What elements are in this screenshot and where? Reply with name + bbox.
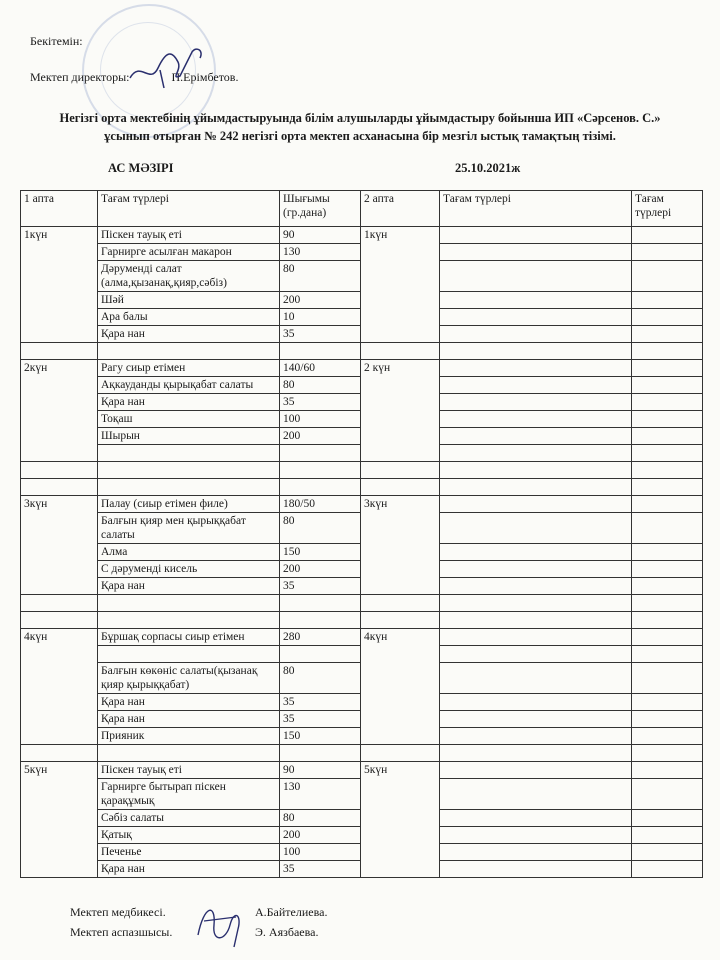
empty-cell xyxy=(361,745,440,762)
week2-extra-cell xyxy=(632,646,703,663)
week2-extra-cell xyxy=(632,844,703,861)
week2-dish-cell xyxy=(440,844,632,861)
week2-day-label: 1күн xyxy=(361,227,440,343)
week2-dish-cell xyxy=(440,309,632,326)
week2-extra-cell xyxy=(632,711,703,728)
dish-name: Шырын xyxy=(98,428,280,445)
dish-amount: 90 xyxy=(280,762,361,779)
week2-extra-cell xyxy=(632,513,703,544)
dish-name: Дәруменді салат (алма,қызанақ,қияр,сәбіз) xyxy=(98,261,280,292)
menu-title: АС МӘЗІРІ xyxy=(108,161,174,175)
dish-amount: 150 xyxy=(280,728,361,745)
header-dish-types-week2: Тағам түрлері xyxy=(440,191,632,227)
week2-dish-cell xyxy=(440,377,632,394)
empty-cell xyxy=(21,462,98,479)
empty-cell xyxy=(632,479,703,496)
week2-extra-cell xyxy=(632,261,703,292)
dish-name: Қара нан xyxy=(98,711,280,728)
empty-cell xyxy=(440,612,632,629)
cook-label: Мектеп аспазшысы. xyxy=(70,925,173,939)
dish-name: Қара нан xyxy=(98,326,280,343)
table-row xyxy=(21,762,703,779)
header-dish-types-extra: Тағам түрлері xyxy=(632,191,703,227)
day-label: 5күн xyxy=(21,762,98,878)
dish-name: Гарнирге асылған макарон xyxy=(98,244,280,261)
header-week1: 1 апта xyxy=(21,191,98,227)
header-dish-types: Тағам түрлері xyxy=(98,191,280,227)
dish-amount: 35 xyxy=(280,394,361,411)
dish-amount: 80 xyxy=(280,663,361,694)
dish-name: Печенье xyxy=(98,844,280,861)
empty-cell xyxy=(98,479,280,496)
dish-name xyxy=(98,646,280,663)
week2-extra-cell xyxy=(632,578,703,595)
spacer-row xyxy=(21,479,703,496)
dish-amount: 150 xyxy=(280,544,361,561)
dish-amount xyxy=(280,646,361,663)
dish-amount: 80 xyxy=(280,377,361,394)
dish-name: Балғын көкөніс салаты(қызанақ қияр қырыққабат) xyxy=(98,663,280,694)
empty-cell xyxy=(280,595,361,612)
dish-amount xyxy=(280,445,361,462)
dish-amount: 80 xyxy=(280,513,361,544)
dish-amount: 140/60 xyxy=(280,360,361,377)
dish-amount: 35 xyxy=(280,861,361,878)
day-label: 1күн xyxy=(21,227,98,343)
dish-name: Қара нан xyxy=(98,694,280,711)
approval-label: Бекітемін: xyxy=(30,34,83,48)
day-label: 4күн xyxy=(21,629,98,745)
director-name: П.Ерімбетов. xyxy=(171,70,239,84)
dish-amount: 100 xyxy=(280,844,361,861)
empty-cell xyxy=(632,612,703,629)
empty-cell xyxy=(440,343,632,360)
week2-dish-cell xyxy=(440,728,632,745)
week2-extra-cell xyxy=(632,326,703,343)
week2-day-label: 3күн xyxy=(361,496,440,595)
week2-extra-cell xyxy=(632,728,703,745)
week2-extra-cell xyxy=(632,428,703,445)
empty-cell xyxy=(21,479,98,496)
header-output: Шығымы (гр.дана) xyxy=(280,191,361,227)
empty-cell xyxy=(440,462,632,479)
dish-name: Піскен тауық еті xyxy=(98,227,280,244)
week2-extra-cell xyxy=(632,496,703,513)
dish-name: Қара нан xyxy=(98,578,280,595)
week2-extra-cell xyxy=(632,663,703,694)
week2-dish-cell xyxy=(440,261,632,292)
dish-amount: 180/50 xyxy=(280,496,361,513)
table-row xyxy=(21,629,703,646)
week2-extra-cell xyxy=(632,377,703,394)
empty-cell xyxy=(280,479,361,496)
dish-name: Балғын қияр мен қырыққабат салаты xyxy=(98,513,280,544)
dish-name: Рагу сиыр етімен xyxy=(98,360,280,377)
dish-amount: 200 xyxy=(280,827,361,844)
nurse-cook-signature xyxy=(190,895,250,950)
empty-cell xyxy=(440,595,632,612)
week2-dish-cell xyxy=(440,694,632,711)
director-signature xyxy=(120,40,210,90)
menu-table-body xyxy=(21,227,703,878)
dish-amount: 10 xyxy=(280,309,361,326)
empty-cell xyxy=(98,343,280,360)
empty-cell xyxy=(98,595,280,612)
week2-extra-cell xyxy=(632,779,703,810)
dish-name: Шәй xyxy=(98,292,280,309)
empty-cell xyxy=(361,612,440,629)
week2-dish-cell xyxy=(440,496,632,513)
dish-amount: 200 xyxy=(280,428,361,445)
empty-cell xyxy=(361,479,440,496)
empty-cell xyxy=(632,462,703,479)
week2-extra-cell xyxy=(632,227,703,244)
dish-name: С дәруменді кисель xyxy=(98,561,280,578)
dish-amount: 35 xyxy=(280,694,361,711)
empty-cell xyxy=(361,595,440,612)
dish-amount: 280 xyxy=(280,629,361,646)
dish-name: Сәбіз салаты xyxy=(98,810,280,827)
week2-dish-cell xyxy=(440,244,632,261)
week2-dish-cell xyxy=(440,227,632,244)
dish-amount: 130 xyxy=(280,244,361,261)
week2-day-label: 2 күн xyxy=(361,360,440,462)
week2-day-label: 4күн xyxy=(361,629,440,745)
week2-dish-cell xyxy=(440,394,632,411)
week2-extra-cell xyxy=(632,394,703,411)
week2-dish-cell xyxy=(440,762,632,779)
week2-extra-cell xyxy=(632,810,703,827)
empty-cell xyxy=(440,745,632,762)
spacer-row xyxy=(21,612,703,629)
table-row xyxy=(21,496,703,513)
empty-cell xyxy=(98,462,280,479)
dish-name xyxy=(98,445,280,462)
week2-dish-cell xyxy=(440,411,632,428)
dish-amount: 130 xyxy=(280,779,361,810)
dish-amount: 35 xyxy=(280,578,361,595)
week2-dish-cell xyxy=(440,711,632,728)
week2-dish-cell xyxy=(440,663,632,694)
empty-cell xyxy=(98,612,280,629)
dish-name: Палау (сиыр етімен филе) xyxy=(98,496,280,513)
dish-amount: 80 xyxy=(280,261,361,292)
empty-cell xyxy=(632,745,703,762)
spacer-row xyxy=(21,343,703,360)
nurse-label: Мектеп медбикесі. xyxy=(70,905,166,919)
dish-amount: 90 xyxy=(280,227,361,244)
dish-amount: 35 xyxy=(280,711,361,728)
week2-dish-cell xyxy=(440,326,632,343)
dish-name: Ара балы xyxy=(98,309,280,326)
week2-extra-cell xyxy=(632,244,703,261)
week2-extra-cell xyxy=(632,861,703,878)
document-heading-line2: ұсынып отырған № 242 негізгі орта мектеп асханасына бір мезгіл ыстық тамақтың тізімі. xyxy=(104,129,616,143)
empty-cell xyxy=(280,745,361,762)
week2-extra-cell xyxy=(632,411,703,428)
header-week2: 2 апта xyxy=(361,191,440,227)
empty-cell xyxy=(98,745,280,762)
week2-dish-cell xyxy=(440,861,632,878)
dish-name: Гарнирге бытырап піскен қарақұмық xyxy=(98,779,280,810)
week2-extra-cell xyxy=(632,762,703,779)
week2-dish-cell xyxy=(440,578,632,595)
week2-dish-cell xyxy=(440,544,632,561)
empty-cell xyxy=(440,479,632,496)
dish-name: Алма xyxy=(98,544,280,561)
empty-cell xyxy=(21,595,98,612)
week2-extra-cell xyxy=(632,292,703,309)
dish-name: Прияник xyxy=(98,728,280,745)
week2-extra-cell xyxy=(632,309,703,326)
dish-name: Бұршақ сорпасы сиыр етімен xyxy=(98,629,280,646)
table-header-row xyxy=(21,191,703,227)
dish-amount: 35 xyxy=(280,326,361,343)
dish-name: Қара нан xyxy=(98,394,280,411)
week2-day-label: 5күн xyxy=(361,762,440,878)
empty-cell xyxy=(21,612,98,629)
dish-amount: 100 xyxy=(280,411,361,428)
empty-cell xyxy=(361,343,440,360)
week2-extra-cell xyxy=(632,827,703,844)
empty-cell xyxy=(21,343,98,360)
week2-extra-cell xyxy=(632,561,703,578)
empty-cell xyxy=(280,343,361,360)
dish-name: Піскен тауық еті xyxy=(98,762,280,779)
week2-dish-cell xyxy=(440,646,632,663)
document-heading-line1: Негізгі орта мектебінің ұйымдастыруында білім алушыларды ұйымдастыру бойынша ИП «Сәрсенов. С.» xyxy=(59,111,661,125)
week2-dish-cell xyxy=(440,428,632,445)
empty-cell xyxy=(361,462,440,479)
table-row xyxy=(21,360,703,377)
spacer-row xyxy=(21,595,703,612)
week2-extra-cell xyxy=(632,629,703,646)
day-label: 3күн xyxy=(21,496,98,595)
dish-name: Қара нан xyxy=(98,861,280,878)
week2-extra-cell xyxy=(632,694,703,711)
dish-amount: 200 xyxy=(280,561,361,578)
menu-date: 25.10.2021ж xyxy=(455,161,521,175)
spacer-row xyxy=(21,745,703,762)
week2-dish-cell xyxy=(440,629,632,646)
week2-dish-cell xyxy=(440,779,632,810)
table-row xyxy=(21,227,703,244)
cook-name: Э. Аязбаева. xyxy=(255,925,319,939)
menu-table xyxy=(20,190,703,878)
week2-dish-cell xyxy=(440,513,632,544)
empty-cell xyxy=(280,462,361,479)
week2-dish-cell xyxy=(440,810,632,827)
week2-dish-cell xyxy=(440,561,632,578)
week2-dish-cell xyxy=(440,827,632,844)
empty-cell xyxy=(280,612,361,629)
week2-extra-cell xyxy=(632,445,703,462)
day-label: 2күн xyxy=(21,360,98,462)
week2-dish-cell xyxy=(440,445,632,462)
empty-cell xyxy=(21,745,98,762)
nurse-name: А.Байтелиева. xyxy=(255,905,328,919)
empty-cell xyxy=(632,595,703,612)
week2-dish-cell xyxy=(440,292,632,309)
week2-extra-cell xyxy=(632,360,703,377)
week2-dish-cell xyxy=(440,360,632,377)
dish-name: Тоқаш xyxy=(98,411,280,428)
dish-name: Ақкауданды қырықабат салаты xyxy=(98,377,280,394)
dish-amount: 80 xyxy=(280,810,361,827)
week2-extra-cell xyxy=(632,544,703,561)
empty-cell xyxy=(632,343,703,360)
spacer-row xyxy=(21,462,703,479)
dish-name: Қатық xyxy=(98,827,280,844)
director-label: Мектеп директоры: xyxy=(30,70,130,84)
dish-amount: 200 xyxy=(280,292,361,309)
